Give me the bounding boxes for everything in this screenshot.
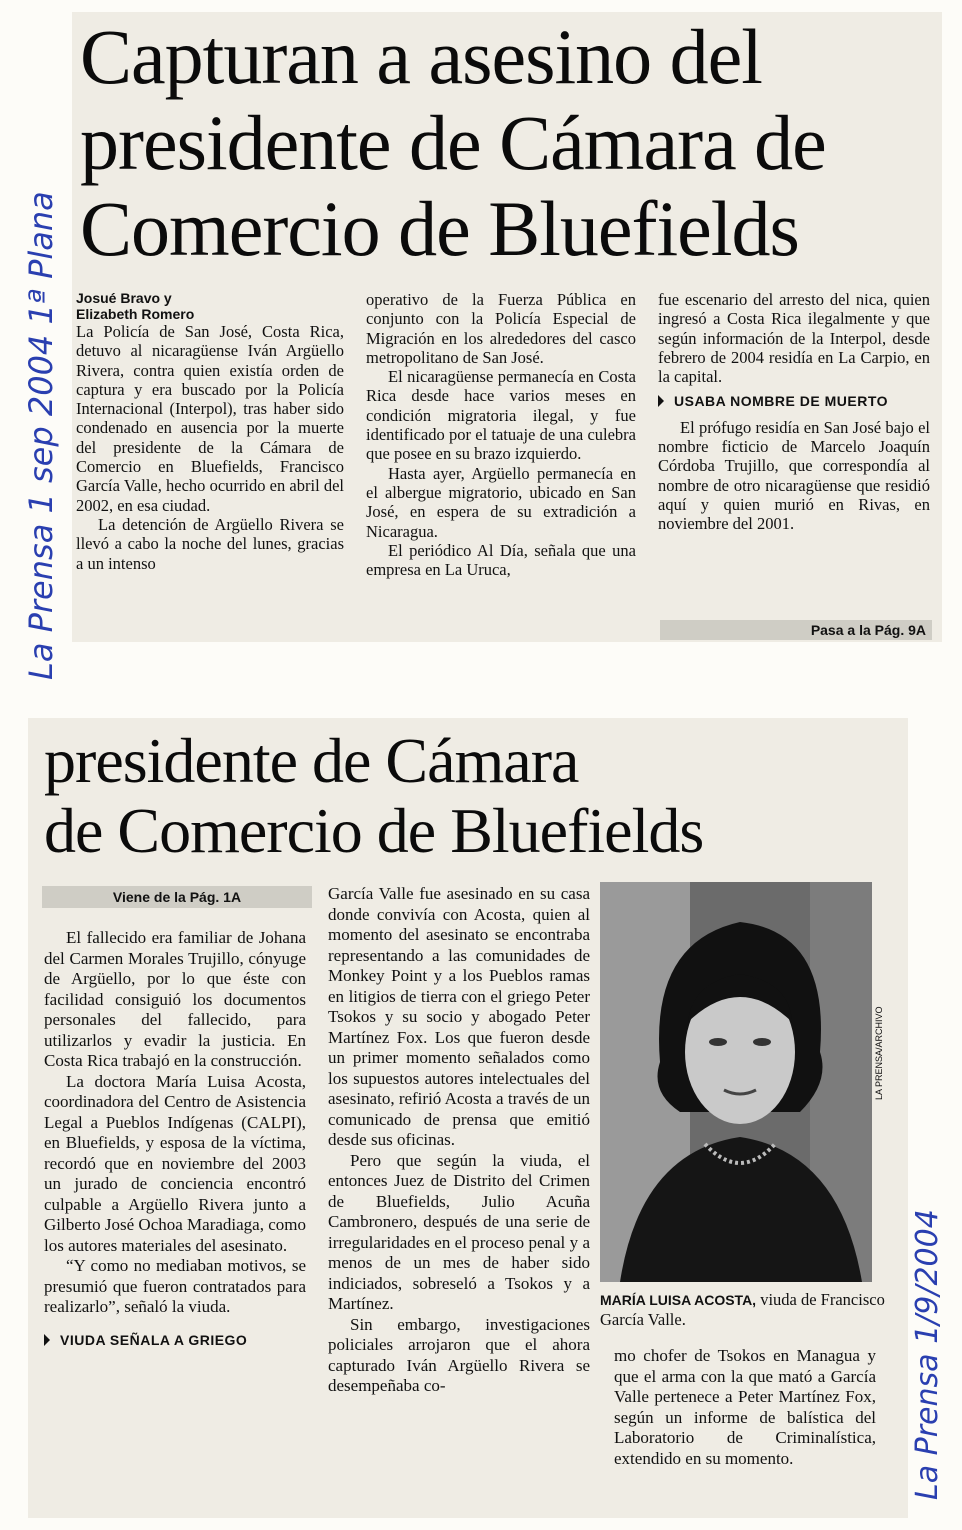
paragraph: La Policía de San José, Costa Rica, detuvo al nicaragüense Iván Argüello Rivera, contra quien existía orden de captura y era buscado por la Policía Internacional (Interpol), tras haber sido condenado en ausencia por la muerte del presidente de la Cámara de Comercio en Bluefields, Francisco García Valle, hecho ocurrido en abril del 2002, en esa ciudad.: [76, 322, 344, 515]
handwritten-date-annotation: La Prensa 1/9/2004: [910, 1209, 945, 1500]
subhead: [44, 1330, 306, 1351]
subhead: [658, 392, 930, 411]
jump-to-page: Pasa a la Pág. 9A: [660, 620, 932, 640]
paragraph: García Valle fue asesinado en su casa donde convivía con Acosta, quien al momento del asesinato se encontraba representando a las comunidades de Monkey Point y a los Pueblos ramas en litigios de tierra con el griego Peter Tsokos y su socio y abogado Peter Martínez Fox. Los que fueron desde un primer momento señalados como los supuestos autores intelectuales del asesinato, refirió Acosta a través de un comunicado de prensa que emitió desde sus oficinas.: [328, 884, 590, 1149]
byline-author-1: Josué Bravo y: [76, 290, 172, 306]
front-column-1: [76, 290, 344, 573]
paragraph: La detención de Argüello Rivera se llevó a cabo la noche del lunes, gracias a un intenso: [76, 514, 344, 573]
inside-column-1: [44, 928, 306, 1356]
paragraph: El prófugo residía en San José bajo el nombre ficticio de Marcelo Joaquín Córdoba Trujillo, que correspondía al nombre de otro nicaragüense que residió aquí y quien murió en Rivas, en noviembre del 2001.: [658, 417, 930, 534]
inside-headline: [44, 726, 703, 866]
paragraph: El fallecido era familiar de Johana del Carmen Morales Trujillo, cónyuge de Argüello, por lo que éste con facilidad consiguió los documentos personales del fallecido, para utilizarlos y evadir la justicia. En Costa Rica trabajó en la construcción.: [44, 928, 306, 1070]
photo-caption: [600, 1290, 890, 1329]
paragraph: Sin embargo, investigaciones policiales arrojaron que el ahora capturado Iván Argüello Rivera se desempeñaba co-: [328, 1314, 590, 1395]
paragraph: El nicaragüense permanecía en Costa Rica desde hace varios meses en condición migratoria ilegal, y fue identificado por el tatuaje de una culebra que posee en su brazo izquierdo.: [366, 367, 636, 464]
paragraph: Pero que según la viuda, el entonces Juez de Distrito del Crimen de Bluefields, Julio Acuña Cambronero, después de una serie de irregularidades en el proceso penal y a menos de un mes de haber sido indiciados, sobreseló a Tsokos y a Martínez.: [328, 1150, 590, 1313]
front-headline-line: presidente de Cámara de: [80, 99, 826, 186]
paragraph: El periódico Al Día, señala que una empresa en La Uruca,: [366, 540, 636, 580]
paragraph: mo chofer de Tsokos en Managua y que el arma con la que mató a García Valle pertenece a Peter Martínez Fox, según un informe de balística del Laboratorio de Criminalística, extendido en su momento.: [614, 1346, 876, 1468]
portrait-photo: [600, 882, 872, 1282]
front-headline-line: Comercio de Bluefields: [80, 185, 799, 272]
paragraph: Hasta ayer, Argüello permanecía en el albergue migratorio, ubicado en San José, en espera de su extradición a Nicaragua.: [366, 463, 636, 541]
jump-from-page: Viene de la Pág. 1A: [42, 886, 312, 908]
caption-text: viuda de Francisco García Valle.: [600, 1290, 885, 1329]
paragraph: fue escenario del arresto del nica, quien ingresó a Costa Rica ilegalmente y que según información de la Interpol, desde febrero de 2004 residía en La Carpio, en la capital.: [658, 290, 930, 387]
handwritten-date-annotation: La Prensa 1 sep 2004 1ª Plana: [22, 191, 60, 680]
photo-credit: LA PRENSA/ARCHIVO: [874, 1006, 884, 1100]
paragraph: “Y como no mediaban motivos, se presumió que fueron contratados para realizarlo”, señaló la viuda.: [44, 1256, 306, 1316]
byline: [76, 290, 344, 322]
inside-headline-line: de Comercio de Bluefields: [44, 795, 704, 866]
front-column-3: [658, 290, 930, 534]
triangle-bullet-icon: [658, 395, 664, 407]
front-column-2: [366, 290, 636, 579]
front-headline-line: Capturan a asesino del: [80, 13, 762, 100]
caption-name: MARÍA LUISA ACOSTA,: [600, 1292, 757, 1308]
inside-headline-line: presidente de Cámara: [44, 725, 579, 796]
portrait-illustration: [600, 882, 872, 1282]
paragraph: operativo de la Fuerza Pública en conjunto con la Policía Especial de Migración en los alrededores del casco metropolitano de San José.: [366, 290, 636, 367]
paragraph: La doctora María Luisa Acosta, coordinadora del Centro de Asistencia Legal a Pueblos Indígenas (CALPI), en Bluefields, y esposa de la víctima, recordó que en noviembre del 2003 un jurado de conciencia encontró culpable a Argüello Rivera junto a Gilberto José Ochoa Maradiaga, como los autores materiales del asesinato.: [44, 1071, 306, 1255]
front-headline: [80, 14, 826, 272]
byline-author-2: Elizabeth Romero: [76, 306, 195, 322]
inside-column-3: [614, 1346, 876, 1469]
subhead-text: VIUDA SEÑALA A GRIEGO: [60, 1331, 248, 1348]
inside-column-2: [328, 884, 590, 1397]
subhead-text: USABA NOMBRE DE MUERTO: [674, 393, 889, 410]
triangle-bullet-icon: [44, 1334, 50, 1346]
